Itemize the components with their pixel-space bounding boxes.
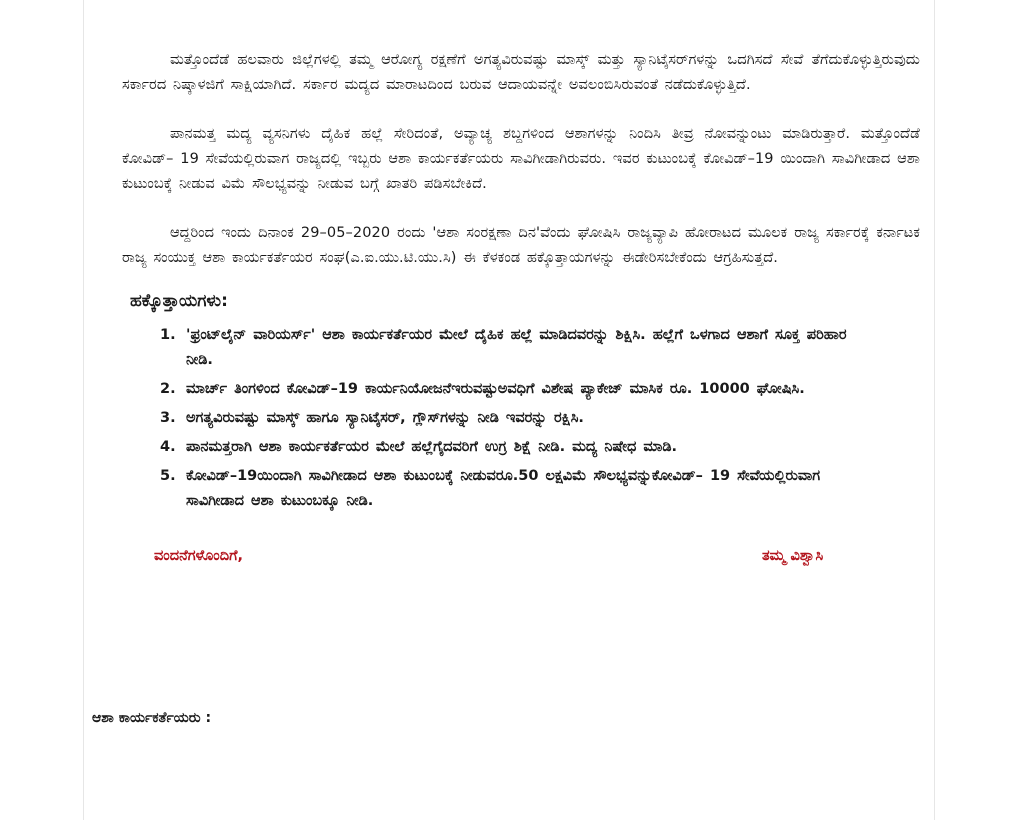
closing-block bbox=[122, 542, 920, 582]
demand-item bbox=[122, 435, 920, 460]
demand-number: 4. bbox=[160, 439, 176, 455]
demands-list bbox=[122, 323, 920, 514]
demand-text: 'ಫ್ರಂಟ್‌ಲೈನ್ ವಾರಿಯರ್ಸ್' ಆಶಾ ಕಾರ್ಯಕರ್ತೆಯರ ಮೇಲೆ ದೈಹಿಕ ಹಲ್ಲೆ ಮಾಡಿದವರನ್ನು ಶಿಕ್ಷಿಸಿ. ಹಲ್ಲೆಗೆ ಒಳಗಾದ ಆಶಾಗೆ ಸೂಕ್ತ ಪರಿಹಾರ ನೀಡಿ. bbox=[186, 327, 847, 368]
demand-number: 5. bbox=[160, 468, 176, 484]
demand-item bbox=[122, 323, 920, 373]
demand-number: 1. bbox=[160, 327, 176, 343]
demand-item bbox=[122, 377, 920, 402]
demand-text: ಮಾರ್ಚ್ ತಿಂಗಳಿಂದ ಕೋವಿಡ್–19 ಕಾರ್ಯನಿಯೋಜನೆಇರುವಷ್ಟುಅವಧಿಗೆ ವಿಶೇಷ ಪ್ಯಾಕೇಜ್ ಮಾಸಿಕ ರೂ. 10000 ಘೋಷಿಸಿ. bbox=[186, 381, 805, 397]
demand-number: 3. bbox=[160, 410, 176, 426]
demands-heading: ಹಕ್ಕೊತ್ತಾಯಗಳು: bbox=[130, 291, 228, 311]
demand-item bbox=[122, 406, 920, 431]
demand-text: ಅಗತ್ಯವಿರುವಷ್ಟು ಮಾಸ್ಕ್ ಹಾಗೂ ಸ್ಯಾನಿಟೈಸರ್, ಗ್ಲೌಸ್‌ಗಳನ್ನು ನೀಡಿ ಇವರನ್ನು ರಕ್ಷಿಸಿ. bbox=[186, 410, 584, 426]
demand-text: ಕೋವಿಡ್–19ಯಿಂದಾಗಿ ಸಾವಿಗೀಡಾದ ಆಶಾ ಕುಟುಂಬಕ್ಕೆ ನೀಡುವರೂ.50 ಲಕ್ಷವಿಮೆ ಸೌಲಭ್ಯವನ್ನುಕೋವಿಡ್– 19 ಸೇವೆಯಲ್ಲಿರುವಾಗ ಸಾವಿಗೀಡಾದ ಆಶಾ ಕುಟುಂಬಕ್ಕೂ ನೀಡಿ. bbox=[186, 468, 821, 509]
demand-text: ಪಾನಮತ್ತರಾಗಿ ಆಶಾ ಕಾರ್ಯಕರ್ತೆಯರ ಮೇಲೆ ಹಲ್ಲೆಗೈದವರಿಗೆ ಉಗ್ರ ಶಿಕ್ಷೆ ನೀಡಿ. ಮದ್ಯ ನಿಷೇಧ ಮಾಡಿ. bbox=[186, 439, 677, 455]
closing-greeting: ವಂದನೆಗಳೊಂದಿಗೆ, bbox=[154, 548, 244, 564]
page-left-edge bbox=[83, 0, 84, 820]
demand-number: 2. bbox=[160, 381, 176, 397]
paragraph-assault-deaths: ಪಾನಮತ್ತ ಮದ್ಯ ವ್ಯಸನಿಗಳು ದೈಹಿಕ ಹಲ್ಲೆ ಸೇರಿದಂತೆ, ಅವ್ಯಾಚ್ಯ ಶಬ್ದಗಳಿಂದ ಆಶಾಗಳನ್ನು ನಿಂದಿಸಿ ತೀವ್ರ ನೋವನ್ನುಂಟು ಮಾಡಿರುತ್ತಾರೆ. ಮತ್ತೊಂದೆಡೆ ಕೋವಿಡ್– 19 ಸೇವೆಯಲ್ಲಿರುವಾಗ ರಾಜ್ಯದಲ್ಲಿ ಇಬ್ಬರು ಆಶಾ ಕಾರ್ಯಕರ್ತೆಯರು ಸಾವಿಗೀಡಾಗಿರುವರು. ಇವರ ಕುಟುಂಬಕ್ಕೆ ಕೋವಿಡ್–19 ಯಿಂದಾಗಿ ಸಾವಿಗೀಡಾದ ಆಶಾ ಕುಟುಂಬಕ್ಕೆ ನೀಡುವ ವಿಮೆ ಸೌಲಭ್ಯವನ್ನು ನೀಡುವ ಬಗ್ಗೆ ಖಾತರಿ ಪಡಿಸಬೇಕಿದೆ. bbox=[122, 126, 920, 192]
paragraph-declaration: ಆದ್ದರಿಂದ ಇಂದು ದಿನಾಂಕ 29–05–2020 ರಂದು 'ಆಶಾ ಸಂರಕ್ಷಣಾ ದಿನ'ವೆಂದು ಘೋಷಿಸಿ ರಾಜ್ಯವ್ಯಾಪಿ ಹೋರಾಟದ ಮೂಲಕ ರಾಜ್ಯ ಸರ್ಕಾರಕ್ಕೆ ಕರ್ನಾಟಕ ರಾಜ್ಯ ಸಂಯುಕ್ತ ಆಶಾ ಕಾರ್ಯಕರ್ತೆಯರ ಸಂಘ(ಎ.ಐ.ಯು.ಟಿ.ಯು.ಸಿ) ಈ ಕೆಳಕಂಡ ಹಕ್ಕೊತ್ತಾಯಗಳನ್ನು ಈಡೇರಿಸಬೇಕೆಂದು ಆಗ್ರಹಿಸುತ್ತದೆ. bbox=[122, 225, 920, 266]
paragraph-shortage-supplies: ಮತ್ತೊಂದೆಡೆ ಹಲವಾರು ಜಿಲ್ಲೆಗಳಲ್ಲಿ ತಮ್ಮ ಆರೋಗ್ಯ ರಕ್ಷಣೆಗೆ ಅಗತ್ಯವಿರುವಷ್ಟು ಮಾಸ್ಕ್ ಮತ್ತು ಸ್ಯಾನಿಟೈಸರ್‌ಗಳನ್ನು ಒದಗಿಸದೆ ಸೇವೆ ತೆಗೆದುಕೊಳ್ಳುತ್ತಿರುವುದು ಸರ್ಕಾರದ ನಿಷ್ಕಾಳಜಿಗೆ ಸಾಕ್ಷಿಯಾಗಿದೆ. ಸರ್ಕಾರ ಮದ್ಯದ ಮಾರಾಟದಿಂದ ಬರುವ ಆದಾಯವನ್ನೇ ಅವಲಂಬಿಸಿರುವಂತೆ ನಡೆದುಕೊಳ್ಳುತ್ತಿದೆ. bbox=[122, 52, 920, 93]
document-body bbox=[122, 48, 920, 582]
signatories-label: ಆಶಾ ಕಾರ್ಯಕರ್ತೆಯರು : bbox=[92, 710, 212, 726]
demand-item bbox=[122, 464, 920, 514]
closing-signoff: ತಮ್ಮ ವಿಶ್ವಾಸಿ bbox=[762, 548, 824, 564]
page-right-edge bbox=[934, 0, 935, 820]
